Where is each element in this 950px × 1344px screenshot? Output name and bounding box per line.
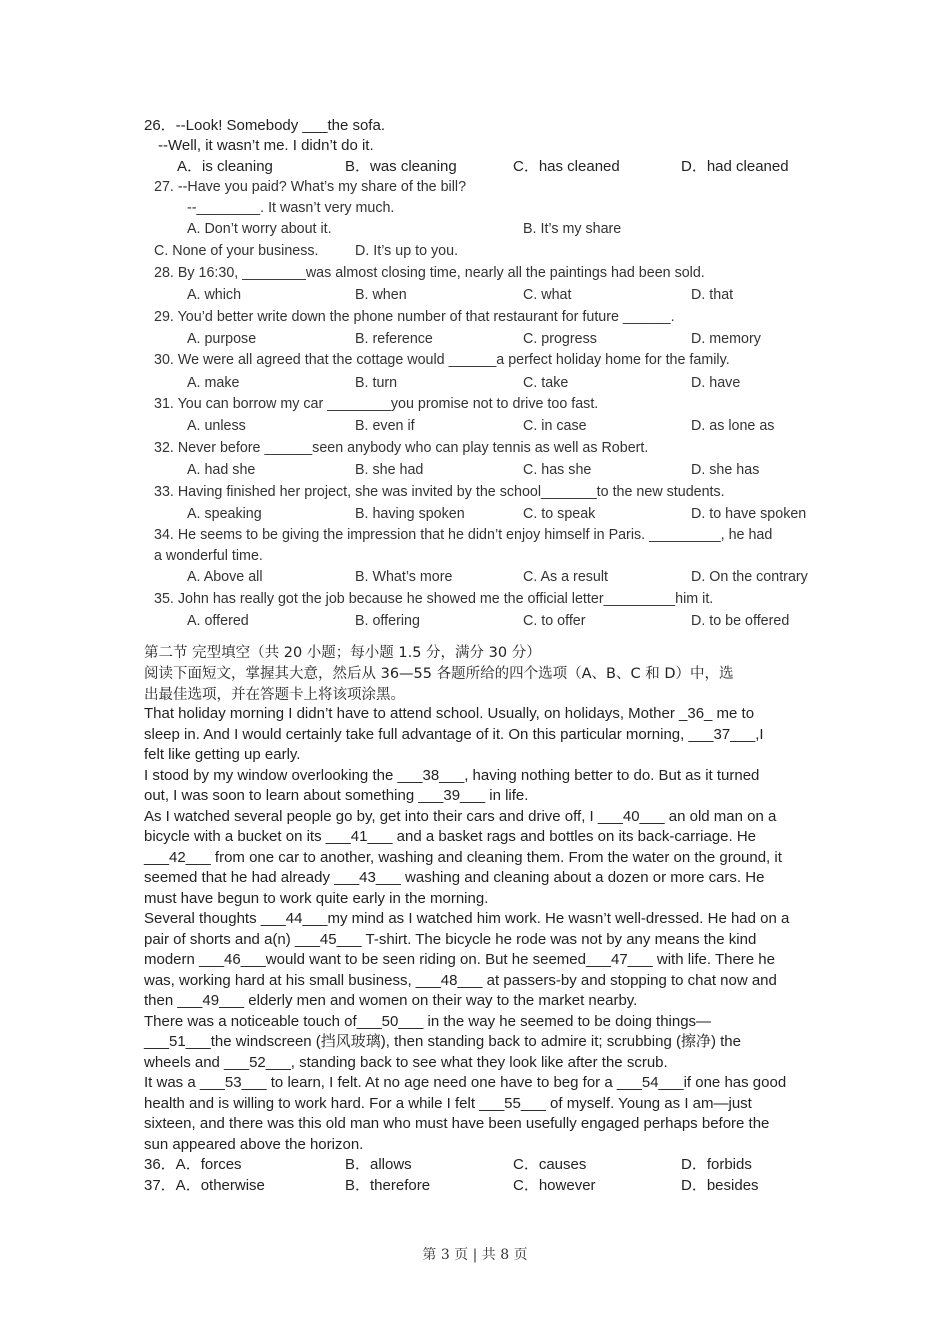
q29-option-a: A. purpose (187, 331, 257, 347)
passage-line: bicycle with a bucket on its ___41___ and a basket rags and bottles on its back-carriage. He (144, 828, 757, 845)
passage-line: I stood by my window overlooking the ___38___, having nothing better to do. But as it turned (144, 767, 760, 784)
q29-stem: 29. You’d better write down the phone number of that restaurant for future ______. (154, 309, 675, 325)
q31-stem: 31. You can borrow my car ________you promise not to drive too fast. (154, 396, 599, 412)
q27-option-c: C. None of your business. (154, 243, 319, 259)
q29-option-b: B. reference (355, 331, 433, 347)
q28-option-d: D. that (691, 287, 734, 303)
passage-line: ___51___the windscreen (挡风玻璃), then standing back to admire it; scrubbing (擦净) the (144, 1033, 741, 1050)
q27-option-d: D. It’s up to you. (355, 243, 459, 259)
q26-option-a: A．is cleaning (177, 158, 273, 175)
q30-stem: 30. We were all agreed that the cottage would ______a perfect holiday home for the family. (154, 352, 730, 368)
passage-line: modern ___46___would want to be seen riding on. But he seemed___47___ with life. There he (144, 951, 775, 968)
q34-option-a: A. Above all (187, 569, 263, 585)
q26-option-c: C．has cleaned (513, 158, 620, 175)
q37-option-a: 37．A．otherwise (144, 1177, 265, 1194)
passage-line: sleep in. And I would certainly take full advantage of it. On this particular morning, ___37___,I (144, 726, 764, 743)
q36-option-a: 36．A．forces (144, 1156, 242, 1173)
q36-option-c: C．causes (513, 1156, 587, 1173)
q32-stem: 32. Never before ______seen anybody who can play tennis as well as Robert. (154, 440, 649, 456)
section-instruction-1: 阅读下面短文，掌握其大意，然后从 36—55 各题所给的四个选项（A、B、C 和 D）中，选 (144, 666, 734, 682)
q28-option-a: A. which (187, 287, 242, 303)
q27-option-b: B. It’s my share (523, 221, 622, 237)
passage-line: felt like getting up early. (144, 746, 301, 763)
section-instruction-2: 出最佳选项，并在答题卡上将该项涂黑。 (144, 687, 405, 703)
q34-line2: a wonderful time. (154, 548, 263, 564)
q30-option-c: C. take (523, 375, 569, 391)
q36-option-d: D．forbids (681, 1156, 752, 1173)
q33-option-c: C. to speak (523, 506, 596, 522)
passage-line: seemed that he had already ___43___ washing and cleaning about a dozen or more cars. He (144, 869, 765, 886)
q35-option-a: A. offered (187, 613, 249, 629)
q35-option-b: B. offering (355, 613, 420, 629)
q30-option-d: D. have (691, 375, 741, 391)
page-footer: 第 3 页 | 共 8 页 (422, 1247, 528, 1263)
q37-option-b: B．therefore (345, 1177, 431, 1194)
q26-option-d: D．had cleaned (681, 158, 789, 175)
passage-line: out, I was soon to learn about something ___39___ in life. (144, 787, 529, 804)
passage-line: sixteen, and there was this old man who must have been usefully engaged perhaps before the (144, 1115, 770, 1132)
passage-line: ___42___ from one car to another, washing and cleaning them. From the water on the ground, it (144, 849, 782, 866)
q30-option-b: B. turn (355, 375, 398, 391)
q34-option-d: D. On the contrary (691, 569, 808, 585)
section-heading: 第二节 完型填空（共 20 小题；每小题 1.5 分，满分 30 分） (144, 645, 541, 661)
q34-stem: 34. He seems to be giving the impression that he didn’t enjoy himself in Paris. _________, he had (154, 527, 773, 543)
q28-stem: 28. By 16:30, ________was almost closing time, nearly all the paintings had been sold. (154, 265, 705, 281)
q32-option-d: D. she has (691, 462, 760, 478)
passage-line: wheels and ___52___, standing back to see what they look like after the scrub. (144, 1054, 668, 1071)
q34-option-b: B. What’s more (355, 569, 453, 585)
passage-line: There was a noticeable touch of___50___ in the way he seemed to be doing things— (144, 1013, 712, 1030)
passage-line: was, working hard at his small business, ___48___ at passers-by and stopping to chat now and (144, 972, 777, 989)
q29-option-d: D. memory (691, 331, 761, 347)
passage-line: health and is willing to work hard. For a while I felt ___55___ of myself. Young as I am—just (144, 1095, 752, 1112)
q27-option-a: A. Don’t worry about it. (187, 221, 332, 237)
passage-line: must have begun to work quite early in the morning. (144, 890, 489, 907)
passage-line: then ___49___ elderly men and women on their way to the market nearby. (144, 992, 638, 1009)
passage-line: sun appeared above the horizon. (144, 1136, 364, 1153)
q37-option-c: C．however (513, 1177, 596, 1194)
q36-option-b: B．allows (345, 1156, 412, 1173)
q31-option-c: C. in case (523, 418, 587, 434)
passage-line: As I watched several people go by, get into their cars and drive off, I ___40___ an old man on a (144, 808, 777, 825)
q28-option-b: B. when (355, 287, 407, 303)
q27-stem: 27. --Have you paid? What’s my share of the bill? (154, 179, 467, 195)
q31-option-a: A. unless (187, 418, 246, 434)
q31-option-b: B. even if (355, 418, 415, 434)
q29-option-c: C. progress (523, 331, 597, 347)
q35-option-c: C. to offer (523, 613, 586, 629)
q37-option-d: D．besides (681, 1177, 759, 1194)
q26-line2: --Well, it wasn’t me. I didn’t do it. (158, 137, 374, 154)
q30-option-a: A. make (187, 375, 240, 391)
passage-line: pair of shorts and a(n) ___45___ T-shirt. The bicycle he rode was not by any means the kind (144, 931, 757, 948)
q33-stem: 33. Having finished her project, she was invited by the school_______to the new students. (154, 484, 725, 500)
q35-option-d: D. to be offered (691, 613, 790, 629)
q33-option-b: B. having spoken (355, 506, 465, 522)
passage-line: It was a ___53___ to learn, I felt. At no age need one have to beg for a ___54___if one has good (144, 1074, 787, 1091)
q26-stem: 26．--Look! Somebody ___the sofa. (144, 117, 385, 134)
passage-line: Several thoughts ___44___my mind as I watched him work. He wasn’t well-dressed. He had on a (144, 910, 790, 927)
q26-option-b: B．was cleaning (345, 158, 457, 175)
q32-option-c: C. has she (523, 462, 592, 478)
q33-option-a: A. speaking (187, 506, 262, 522)
q32-option-b: B. she had (355, 462, 424, 478)
q33-option-d: D. to have spoken (691, 506, 807, 522)
q34-option-c: C. As a result (523, 569, 609, 585)
q31-option-d: D. as lone as (691, 418, 775, 434)
q27-line2: --________. It wasn’t very much. (187, 200, 395, 216)
passage-line: That holiday morning I didn’t have to attend school. Usually, on holidays, Mother _36_ me to (144, 705, 755, 722)
q28-option-c: C. what (523, 287, 572, 303)
q35-stem: 35. John has really got the job because he showed me the official letter_________him it. (154, 591, 714, 607)
q32-option-a: A. had she (187, 462, 256, 478)
